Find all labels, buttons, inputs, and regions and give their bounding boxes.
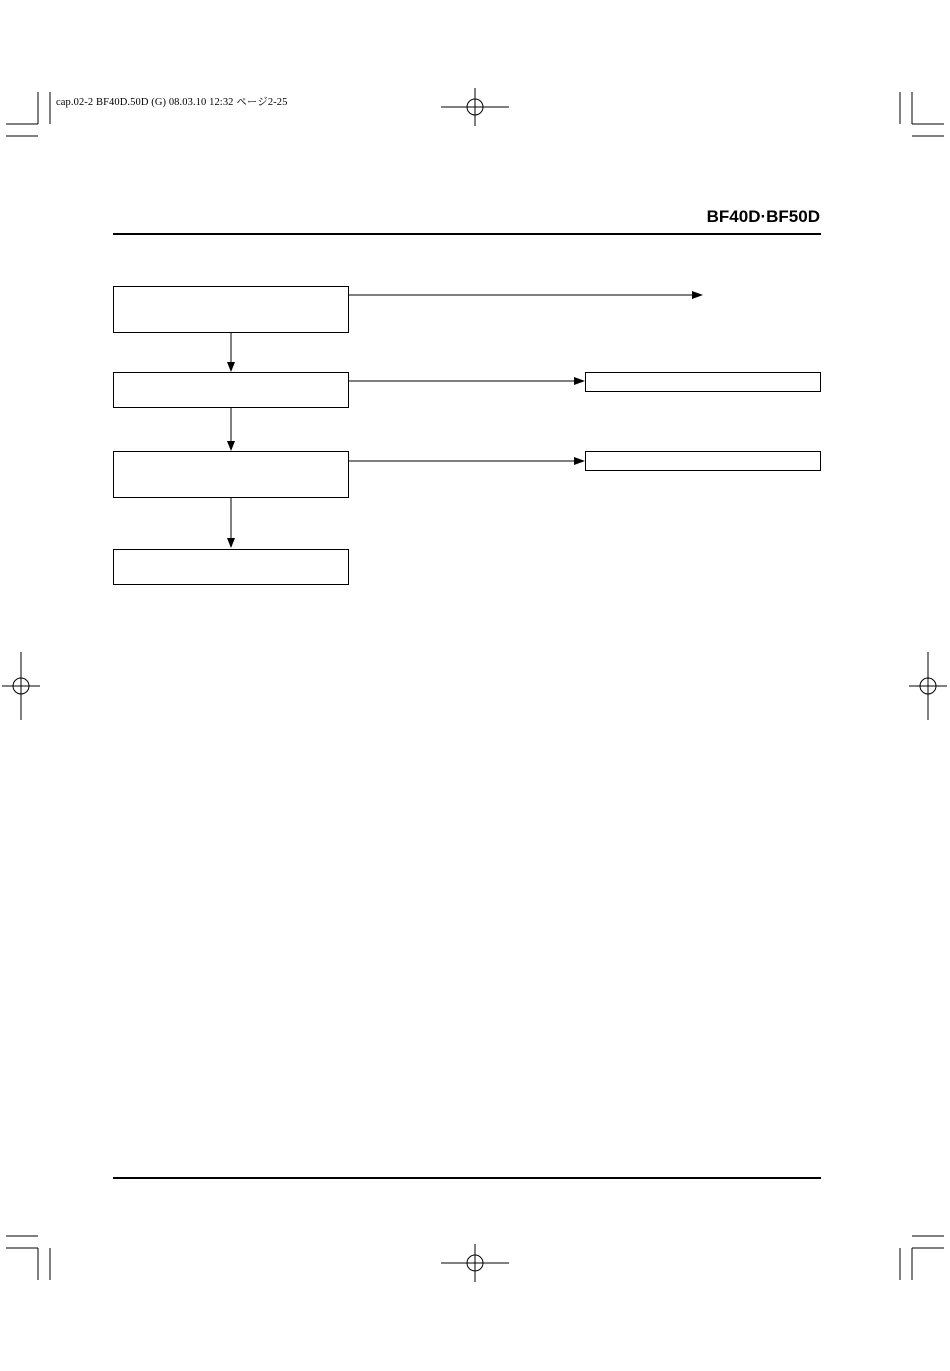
- registration-target-right: [909, 652, 947, 720]
- arrow-box3-to-side-box2: [348, 457, 585, 465]
- registration-target-top: [441, 88, 509, 126]
- arrow-box3-to-box4: [227, 497, 235, 548]
- side-box-2: [585, 451, 821, 471]
- flow-box-2: [113, 372, 349, 408]
- footer-rule: [113, 1177, 821, 1179]
- crop-mark-top-left: [6, 92, 50, 136]
- header-rule: [113, 233, 821, 235]
- arrow-box2-to-box3: [227, 407, 235, 451]
- crop-mark-bottom-right: [900, 1236, 944, 1280]
- print-slug: cap.02-2 BF40D.50D (G) 08.03.10 12:32 ページ2-25: [56, 97, 288, 108]
- crop-mark-bottom-left: [6, 1236, 50, 1280]
- arrow-box2-to-side-box1: [348, 377, 585, 385]
- flow-box-3: [113, 451, 349, 498]
- registration-target-bottom: [441, 1244, 509, 1282]
- page-title: BF40D·BF50D: [706, 207, 820, 226]
- flow-box-4: [113, 549, 349, 585]
- side-box-1: [585, 372, 821, 392]
- registration-target-left: [2, 652, 40, 720]
- arrow-box1-to-box2: [227, 332, 235, 372]
- flow-box-1: [113, 286, 349, 333]
- arrow-box1-to-right: [348, 291, 703, 299]
- crop-mark-top-right: [900, 92, 944, 136]
